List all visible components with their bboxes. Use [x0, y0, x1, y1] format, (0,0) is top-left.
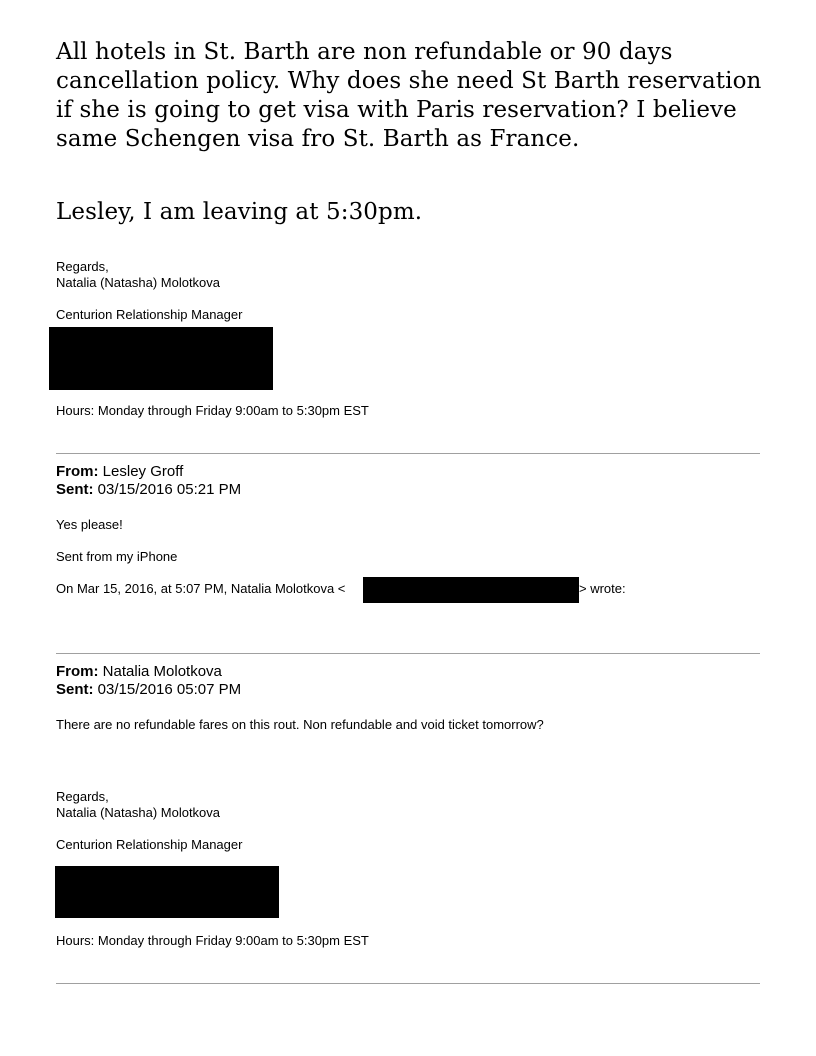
- email-body-line: Sent from my iPhone: [56, 549, 178, 564]
- signature-regards: Regards,: [56, 259, 109, 274]
- redaction-block: [55, 866, 279, 918]
- sent-label: Sent:: [56, 681, 94, 698]
- divider: [56, 983, 760, 984]
- message-line: cancellation policy. Why does she need St Barth reservation: [56, 68, 762, 94]
- message-line: same Schengen visa fro St. Barth as France.: [56, 126, 580, 152]
- email-body-line: Yes please!: [56, 517, 123, 532]
- signature-hours: Hours: Monday through Friday 9:00am to 5:30pm EST: [56, 403, 369, 418]
- signature-regards: Regards,: [56, 789, 109, 804]
- quote-line-prefix: On Mar 15, 2016, at 5:07 PM, Natalia Molotkova <: [56, 581, 346, 596]
- message-line: All hotels in St. Barth are non refundable or 90 days: [56, 39, 673, 65]
- signature-name: Natalia (Natasha) Molotkova: [56, 805, 221, 820]
- sent-value: 03/15/2016 05:07 PM: [97, 681, 242, 698]
- signature-hours: Hours: Monday through Friday 9:00am to 5:30pm EST: [56, 933, 369, 948]
- quote-line-suffix: > wrote:: [579, 581, 626, 596]
- from-label: From:: [56, 663, 99, 680]
- divider: [56, 453, 760, 454]
- signature-title: Centurion Relationship Manager: [56, 307, 243, 322]
- sent-label: Sent:: [56, 481, 94, 498]
- email-from: [56, 463, 183, 481]
- email-from: [56, 663, 222, 681]
- from-label: From:: [56, 463, 99, 480]
- redaction-block: [363, 577, 579, 603]
- divider: [56, 653, 760, 654]
- from-value: Lesley Groff: [102, 463, 184, 480]
- sent-value: 03/15/2016 05:21 PM: [97, 481, 242, 498]
- from-value: Natalia Molotkova: [102, 663, 222, 680]
- email-sent: [56, 481, 241, 499]
- email-sent: [56, 681, 241, 699]
- message-line: if she is going to get visa with Paris reservation? I believe: [56, 97, 737, 123]
- message-paragraph-2: Lesley, I am leaving at 5:30pm.: [56, 199, 423, 225]
- signature-name: Natalia (Natasha) Molotkova: [56, 275, 221, 290]
- redaction-block: [49, 327, 273, 390]
- signature-title: Centurion Relationship Manager: [56, 837, 243, 852]
- message-paragraph-1: [56, 38, 776, 154]
- email-body-line: There are no refundable fares on this rout. Non refundable and void ticket tomorrow?: [56, 717, 544, 732]
